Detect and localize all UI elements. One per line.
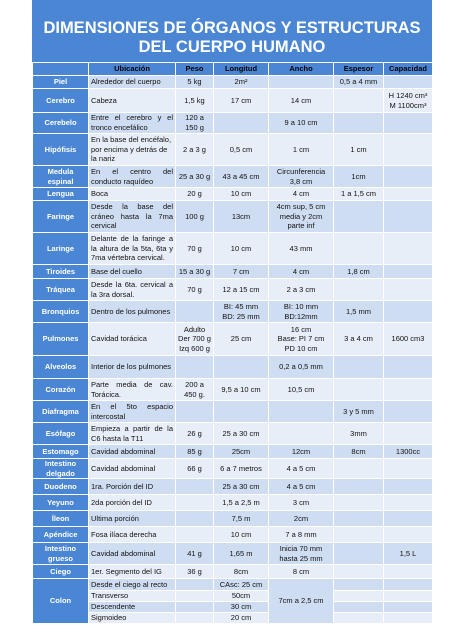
header-ubicacion: Ubicación bbox=[89, 63, 176, 76]
cell-ancho: 7cm a 2,5 cm bbox=[269, 579, 334, 624]
row-header-organ: Yeyuno bbox=[33, 495, 89, 511]
table-row bbox=[33, 591, 433, 602]
row-header-organ: Tiroides bbox=[33, 265, 89, 279]
cell-peso bbox=[176, 301, 214, 323]
cell-espesor: 3 a 4 cm bbox=[334, 323, 384, 356]
cell-longitud: 25 cm bbox=[214, 323, 269, 356]
table-row bbox=[33, 602, 433, 613]
cell-ubicacion: Parte media de cav. Torácica. bbox=[89, 379, 176, 401]
cell-espesor: 1,5 mm bbox=[334, 301, 384, 323]
table-row bbox=[33, 188, 433, 201]
row-header-organ: Estomago bbox=[33, 445, 89, 459]
cell-longitud: 7,5 m bbox=[214, 511, 269, 527]
cell-ubicacion: Transverso bbox=[89, 591, 176, 602]
header-corner bbox=[33, 63, 89, 76]
cell-capacidad bbox=[384, 527, 433, 543]
cell-espesor bbox=[334, 379, 384, 401]
cell-peso: 26 g bbox=[176, 423, 214, 445]
cell-longitud: CAsc: 25 cm bbox=[214, 579, 269, 591]
cell-ubicacion: Cavidad torácica bbox=[89, 323, 176, 356]
cell-capacidad bbox=[384, 511, 433, 527]
cell-espesor bbox=[334, 527, 384, 543]
table-header-row bbox=[33, 63, 433, 76]
table-row bbox=[33, 401, 433, 423]
cell-capacidad bbox=[384, 479, 433, 495]
cell-capacidad bbox=[384, 279, 433, 301]
cell-longitud: 7 cm bbox=[214, 265, 269, 279]
cell-longitud: 25 a 30 cm bbox=[214, 423, 269, 445]
cell-ancho: 16 cm Base: PI 7 cm PD 10 cm bbox=[269, 323, 334, 356]
cell-ancho: Circunferencia 3,8 cm bbox=[269, 166, 334, 188]
cell-ancho: 4cm sup, 5 cm media y 2cm parte inf bbox=[269, 201, 334, 233]
cell-capacidad bbox=[384, 301, 433, 323]
cell-ubicacion: Dentro de los pulmones bbox=[89, 301, 176, 323]
cell-ancho: 4 cm bbox=[269, 265, 334, 279]
row-header-organ: Cerebro bbox=[33, 89, 89, 113]
cell-ubicacion: 2da porción del ID bbox=[89, 495, 176, 511]
cell-espesor: 3mm bbox=[334, 423, 384, 445]
cell-capacidad bbox=[384, 201, 433, 233]
cell-ancho: 10,5 cm bbox=[269, 379, 334, 401]
cell-ancho: 9 a 10 cm bbox=[269, 113, 334, 134]
cell-ancho: 2cm bbox=[269, 511, 334, 527]
cell-peso bbox=[176, 591, 214, 602]
cell-espesor bbox=[334, 279, 384, 301]
row-header-organ: Intestino grueso bbox=[33, 543, 89, 565]
cell-longitud: 8cm bbox=[214, 565, 269, 579]
cell-capacidad bbox=[384, 613, 433, 624]
cell-capacidad bbox=[384, 113, 433, 134]
document-page bbox=[32, 0, 432, 624]
cell-ubicacion: Ultima porción bbox=[89, 511, 176, 527]
table-row bbox=[33, 445, 433, 459]
cell-espesor bbox=[334, 233, 384, 265]
row-header-organ: Tráquea bbox=[33, 279, 89, 301]
cell-ubicacion: 1ra. Porción del ID bbox=[89, 479, 176, 495]
row-header-organ: Faringe bbox=[33, 201, 89, 233]
cell-longitud: 6 a 7 metros bbox=[214, 459, 269, 479]
table-body bbox=[33, 76, 433, 624]
cell-longitud: 43 a 45 cm bbox=[214, 166, 269, 188]
cell-longitud: 30 cm bbox=[214, 602, 269, 613]
cell-capacidad bbox=[384, 356, 433, 379]
cell-espesor: 0,5 a 4 mm bbox=[334, 76, 384, 89]
row-header-organ: Diafragma bbox=[33, 401, 89, 423]
cell-longitud bbox=[214, 356, 269, 379]
cell-ubicacion: Sigmoideo bbox=[89, 613, 176, 624]
cell-longitud: 50cm bbox=[214, 591, 269, 602]
cell-capacidad: 1,5 L bbox=[384, 543, 433, 565]
table-row bbox=[33, 323, 433, 356]
cell-ancho: Inicia 70 mm hasta 25 mm bbox=[269, 543, 334, 565]
cell-capacidad bbox=[384, 602, 433, 613]
table-row bbox=[33, 379, 433, 401]
cell-peso bbox=[176, 495, 214, 511]
table-row bbox=[33, 113, 433, 134]
cell-longitud: 9,5 a 10 cm bbox=[214, 379, 269, 401]
cell-ancho bbox=[269, 76, 334, 89]
row-header-organ: Íleon bbox=[33, 511, 89, 527]
cell-espesor bbox=[334, 613, 384, 624]
cell-capacidad: H 1240 cm³ M 1100cm³ bbox=[384, 89, 433, 113]
cell-peso: 5 kg bbox=[176, 76, 214, 89]
cell-longitud: BI: 45 mm BD: 25 mm bbox=[214, 301, 269, 323]
cell-espesor bbox=[334, 602, 384, 613]
cell-espesor: 8cm bbox=[334, 445, 384, 459]
cell-capacidad bbox=[384, 459, 433, 479]
row-header-organ: Cerebelo bbox=[33, 113, 89, 134]
table-row bbox=[33, 265, 433, 279]
cell-ancho: 43 mm bbox=[269, 233, 334, 265]
cell-espesor bbox=[334, 495, 384, 511]
cell-peso bbox=[176, 356, 214, 379]
organ-dimensions-table bbox=[32, 62, 433, 624]
header-longitud: Longitud bbox=[214, 63, 269, 76]
cell-ubicacion: Interior de los pulmones bbox=[89, 356, 176, 379]
cell-capacidad bbox=[384, 166, 433, 188]
table-row bbox=[33, 134, 433, 166]
cell-peso: 41 g bbox=[176, 543, 214, 565]
cell-ubicacion: En la base del encéfalo, por encima y detrás de la nariz bbox=[89, 134, 176, 166]
cell-peso bbox=[176, 579, 214, 591]
cell-peso: 70 g bbox=[176, 279, 214, 301]
cell-ubicacion: Boca bbox=[89, 188, 176, 201]
cell-longitud: 1,5 a 2,5 m bbox=[214, 495, 269, 511]
cell-espesor bbox=[334, 591, 384, 602]
cell-capacidad bbox=[384, 495, 433, 511]
cell-ubicacion: Cavidad abdominal bbox=[89, 459, 176, 479]
table-row bbox=[33, 356, 433, 379]
table-row bbox=[33, 201, 433, 233]
table-row bbox=[33, 495, 433, 511]
table-row bbox=[33, 543, 433, 565]
cell-peso: 200 a 450 g. bbox=[176, 379, 214, 401]
cell-peso: 15 a 30 g bbox=[176, 265, 214, 279]
cell-capacidad: 1600 cm3 bbox=[384, 323, 433, 356]
cell-longitud bbox=[214, 401, 269, 423]
cell-ancho: 4 cm bbox=[269, 188, 334, 201]
cell-capacidad bbox=[384, 188, 433, 201]
cell-ancho: BI: 10 mm BD:12mm bbox=[269, 301, 334, 323]
cell-ubicacion: Delante de la faringe a la altura de la 5ta, 6ta y 7ma vértebra cervical. bbox=[89, 233, 176, 265]
cell-espesor bbox=[334, 201, 384, 233]
cell-longitud: 2m² bbox=[214, 76, 269, 89]
table-row bbox=[33, 279, 433, 301]
cell-capacidad bbox=[384, 401, 433, 423]
cell-peso bbox=[176, 613, 214, 624]
cell-capacidad: 1300cc bbox=[384, 445, 433, 459]
row-header-organ: Lengua bbox=[33, 188, 89, 201]
table-row bbox=[33, 527, 433, 543]
cell-peso bbox=[176, 479, 214, 495]
table-row bbox=[33, 423, 433, 445]
header-capacidad: Capacidad bbox=[384, 63, 433, 76]
cell-ubicacion: 1er. Segmento del IG bbox=[89, 565, 176, 579]
header-peso: Peso bbox=[176, 63, 214, 76]
cell-ubicacion: Descendente bbox=[89, 602, 176, 613]
row-header-organ: Medula espinal bbox=[33, 166, 89, 188]
cell-longitud bbox=[214, 113, 269, 134]
cell-longitud: 17 cm bbox=[214, 89, 269, 113]
cell-peso: 85 g bbox=[176, 445, 214, 459]
row-header-organ: Piel bbox=[33, 76, 89, 89]
table-row bbox=[33, 479, 433, 495]
cell-ancho: 4 a 5 cm bbox=[269, 459, 334, 479]
header-espesor: Espesor bbox=[334, 63, 384, 76]
table-row bbox=[33, 166, 433, 188]
cell-espesor bbox=[334, 89, 384, 113]
cell-espesor bbox=[334, 511, 384, 527]
cell-ubicacion: En el centro del conducto raquídeo bbox=[89, 166, 176, 188]
cell-espesor bbox=[334, 113, 384, 134]
row-header-organ: Duodeno bbox=[33, 479, 89, 495]
row-header-organ: Colon bbox=[33, 579, 89, 624]
cell-espesor bbox=[334, 459, 384, 479]
cell-ancho: 2 a 3 cm bbox=[269, 279, 334, 301]
cell-peso: 20 g bbox=[176, 188, 214, 201]
row-header-organ: Bronquios bbox=[33, 301, 89, 323]
cell-capacidad bbox=[384, 379, 433, 401]
row-header-organ: Laringe bbox=[33, 233, 89, 265]
cell-ubicacion: Desde la base del cráneo hasta la 7ma cervical bbox=[89, 201, 176, 233]
row-header-organ: Hipófisis bbox=[33, 134, 89, 166]
cell-peso: 2 a 3 g bbox=[176, 134, 214, 166]
cell-espesor bbox=[334, 356, 384, 379]
cell-ubicacion: Cabeza bbox=[89, 89, 176, 113]
cell-peso: 66 g bbox=[176, 459, 214, 479]
row-header-organ: Alveolos bbox=[33, 356, 89, 379]
row-header-organ: Apéndice bbox=[33, 527, 89, 543]
cell-ubicacion: Cavidad abdominal bbox=[89, 543, 176, 565]
cell-ancho: 7 a 8 mm bbox=[269, 527, 334, 543]
cell-longitud: 20 cm bbox=[214, 613, 269, 624]
cell-espesor bbox=[334, 565, 384, 579]
header-ancho: Ancho bbox=[269, 63, 334, 76]
cell-longitud: 1,65 m bbox=[214, 543, 269, 565]
cell-ubicacion: Alrededor del cuerpo bbox=[89, 76, 176, 89]
cell-capacidad bbox=[384, 134, 433, 166]
cell-espesor: 1cm bbox=[334, 166, 384, 188]
cell-capacidad bbox=[384, 233, 433, 265]
table-row bbox=[33, 459, 433, 479]
cell-peso: 100 g bbox=[176, 201, 214, 233]
cell-longitud: 12 a 15 cm bbox=[214, 279, 269, 301]
cell-peso: 70 g bbox=[176, 233, 214, 265]
cell-peso bbox=[176, 527, 214, 543]
cell-ubicacion: Desde el ciego al recto bbox=[89, 579, 176, 591]
cell-ancho: 3 cm bbox=[269, 495, 334, 511]
cell-longitud: 25 a 30 cm bbox=[214, 479, 269, 495]
cell-ubicacion: Desde la 6ta. cervical a la 3ra dorsal. bbox=[89, 279, 176, 301]
table-row bbox=[33, 76, 433, 89]
cell-ubicacion: Cavidad abdominal bbox=[89, 445, 176, 459]
cell-capacidad bbox=[384, 565, 433, 579]
row-header-organ: Pulmones bbox=[33, 323, 89, 356]
table-row bbox=[33, 613, 433, 624]
cell-ancho bbox=[269, 401, 334, 423]
cell-longitud: 0,5 cm bbox=[214, 134, 269, 166]
cell-espesor bbox=[334, 479, 384, 495]
cell-peso bbox=[176, 602, 214, 613]
cell-ancho: 4 a 5 cm bbox=[269, 479, 334, 495]
cell-ancho bbox=[269, 423, 334, 445]
cell-ubicacion: Base del cuello bbox=[89, 265, 176, 279]
cell-ancho: 8 cm bbox=[269, 565, 334, 579]
cell-espesor: 1,8 cm bbox=[334, 265, 384, 279]
cell-peso bbox=[176, 511, 214, 527]
table-row bbox=[33, 511, 433, 527]
cell-capacidad bbox=[384, 265, 433, 279]
table-row bbox=[33, 89, 433, 113]
cell-espesor bbox=[334, 543, 384, 565]
table-row bbox=[33, 579, 433, 591]
cell-peso: Adulto Der 700 g Izq 600 g bbox=[176, 323, 214, 356]
cell-espesor: 3 y 5 mm bbox=[334, 401, 384, 423]
cell-peso: 120 a 150 g bbox=[176, 113, 214, 134]
row-header-organ: Esófago bbox=[33, 423, 89, 445]
cell-longitud: 25cm bbox=[214, 445, 269, 459]
cell-ancho: 14 cm bbox=[269, 89, 334, 113]
row-header-organ: Ciego bbox=[33, 565, 89, 579]
document-title: DIMENSIONES DE ÓRGANOS Y ESTRUCTURAS DEL CUERPO HUMANO bbox=[32, 0, 432, 62]
cell-peso bbox=[176, 401, 214, 423]
cell-peso: 36 g bbox=[176, 565, 214, 579]
cell-espesor: 1 cm bbox=[334, 134, 384, 166]
row-header-organ: Intestino delgado bbox=[33, 459, 89, 479]
cell-capacidad bbox=[384, 591, 433, 602]
cell-ancho: 0,2 a 0,5 mm bbox=[269, 356, 334, 379]
cell-capacidad bbox=[384, 423, 433, 445]
cell-longitud: 10 cm bbox=[214, 233, 269, 265]
cell-longitud: 10 cm bbox=[214, 527, 269, 543]
cell-ubicacion: Entre el cerebro y el tronco encefálico bbox=[89, 113, 176, 134]
cell-ancho: 12cm bbox=[269, 445, 334, 459]
cell-longitud: 10 cm bbox=[214, 188, 269, 201]
cell-peso: 25 a 30 g bbox=[176, 166, 214, 188]
cell-capacidad bbox=[384, 76, 433, 89]
cell-ancho: 1 cm bbox=[269, 134, 334, 166]
table-row bbox=[33, 301, 433, 323]
row-header-organ: Corazón bbox=[33, 379, 89, 401]
cell-ubicacion: En el 5to espacio intercostal bbox=[89, 401, 176, 423]
cell-capacidad bbox=[384, 579, 433, 591]
cell-espesor: 1 a 1,5 cm bbox=[334, 188, 384, 201]
cell-ubicacion: Fosa ilíaca derecha bbox=[89, 527, 176, 543]
cell-longitud: 13cm bbox=[214, 201, 269, 233]
cell-ubicacion: Empieza a partir de la C6 hasta la T11 bbox=[89, 423, 176, 445]
table-row bbox=[33, 233, 433, 265]
cell-peso: 1,5 kg bbox=[176, 89, 214, 113]
cell-espesor bbox=[334, 579, 384, 591]
table-row bbox=[33, 565, 433, 579]
